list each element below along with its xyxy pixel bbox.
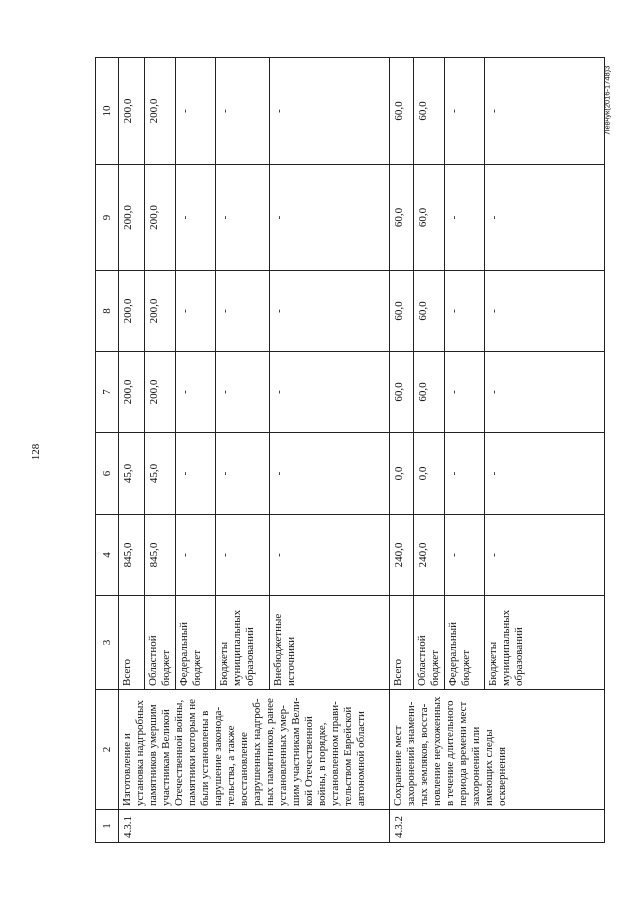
value-cell: - (216, 271, 270, 352)
value-cell: - (445, 271, 485, 352)
value-cell: - (176, 352, 216, 433)
value-cell: - (445, 165, 485, 271)
header-row (96, 58, 119, 843)
item-description: Изготовление и установка надгробных памятников умершим участникам Великой Отечественной войны, памятники которым не были установлены в нарушение законода-тельства, а также восстановление разрушенных надгроб-ных памятников, ранее установленных умер-шим участникам Вели-кой Отечественной войны, в порядке, установленном прави-тельством Еврейской автономной области (119, 690, 390, 810)
value-cell: 60,0 (414, 271, 445, 352)
value-cell: - (445, 58, 485, 165)
value-cell: 200,0 (119, 165, 145, 271)
document-reference: Левчук(2016-1748)3 (602, 65, 612, 135)
table-row (390, 58, 414, 843)
value-cell: 845,0 (145, 515, 176, 596)
value-cell: - (485, 271, 605, 352)
header-cell: 1 (96, 810, 119, 843)
funding-source: Всего (390, 596, 414, 690)
value-cell: - (270, 58, 390, 165)
value-cell: 200,0 (145, 165, 176, 271)
value-cell: 60,0 (390, 271, 414, 352)
value-cell: - (485, 352, 605, 433)
funding-source: Федеральный бюджет (445, 596, 485, 690)
value-cell: 45,0 (145, 433, 176, 515)
header-cell: 7 (96, 352, 119, 433)
value-cell: 60,0 (390, 165, 414, 271)
funding-source: Бюджеты муниципальных образований (216, 596, 270, 690)
value-cell: - (176, 165, 216, 271)
item-code: 4.3.2 (390, 810, 605, 843)
value-cell: - (445, 515, 485, 596)
value-cell: - (270, 165, 390, 271)
value-cell: 60,0 (414, 165, 445, 271)
header-cell: 10 (96, 58, 119, 165)
value-cell: - (216, 165, 270, 271)
value-cell: 200,0 (145, 352, 176, 433)
value-cell: - (216, 352, 270, 433)
value-cell: - (176, 271, 216, 352)
value-cell: - (485, 165, 605, 271)
value-cell: 200,0 (145, 271, 176, 352)
value-cell: 200,0 (119, 58, 145, 165)
item-description: Сохранение мест захоронений знамени-тых земляков, восста-новление неухоженных в течение длительного периода времени мест захоронений или имеющих следы осквернения (390, 690, 605, 810)
value-cell: 240,0 (414, 515, 445, 596)
funding-source: Федеральный бюджет (176, 596, 216, 690)
funding-source: Бюджеты муниципальных образований (485, 596, 605, 690)
table-row (119, 58, 145, 843)
value-cell: - (485, 515, 605, 596)
value-cell: 200,0 (119, 352, 145, 433)
funding-source: Всего (119, 596, 145, 690)
header-cell: 8 (96, 271, 119, 352)
budget-table (95, 57, 605, 843)
value-cell: 0,0 (414, 433, 445, 515)
value-cell: - (216, 515, 270, 596)
value-cell: 60,0 (414, 352, 445, 433)
value-cell: 200,0 (119, 271, 145, 352)
value-cell: - (176, 58, 216, 165)
header-cell: 4 (96, 515, 119, 596)
header-cell: 3 (96, 596, 119, 690)
value-cell: - (216, 58, 270, 165)
value-cell: 60,0 (414, 58, 445, 165)
value-cell: 200,0 (145, 58, 176, 165)
header-cell: 9 (96, 165, 119, 271)
value-cell: 45,0 (119, 433, 145, 515)
value-cell: - (485, 58, 605, 165)
header-cell: 6 (96, 433, 119, 515)
rotated-table-container (95, 58, 605, 843)
value-cell: - (270, 271, 390, 352)
value-cell: 60,0 (390, 352, 414, 433)
funding-source: Областной бюджет (414, 596, 445, 690)
value-cell: 845,0 (119, 515, 145, 596)
value-cell: - (445, 352, 485, 433)
value-cell: 240,0 (390, 515, 414, 596)
value-cell: - (216, 433, 270, 515)
value-cell: - (270, 433, 390, 515)
funding-source: Внебюджетные источники (270, 596, 390, 690)
value-cell: 0,0 (390, 433, 414, 515)
value-cell: - (485, 433, 605, 515)
item-code: 4.3.1 (119, 810, 390, 843)
page-number: 128 (30, 443, 42, 461)
value-cell: - (445, 433, 485, 515)
funding-source: Областной бюджет (145, 596, 176, 690)
value-cell: - (176, 515, 216, 596)
value-cell: - (270, 515, 390, 596)
value-cell: - (270, 352, 390, 433)
value-cell: - (176, 433, 216, 515)
value-cell: 60,0 (390, 58, 414, 165)
header-cell: 2 (96, 690, 119, 810)
